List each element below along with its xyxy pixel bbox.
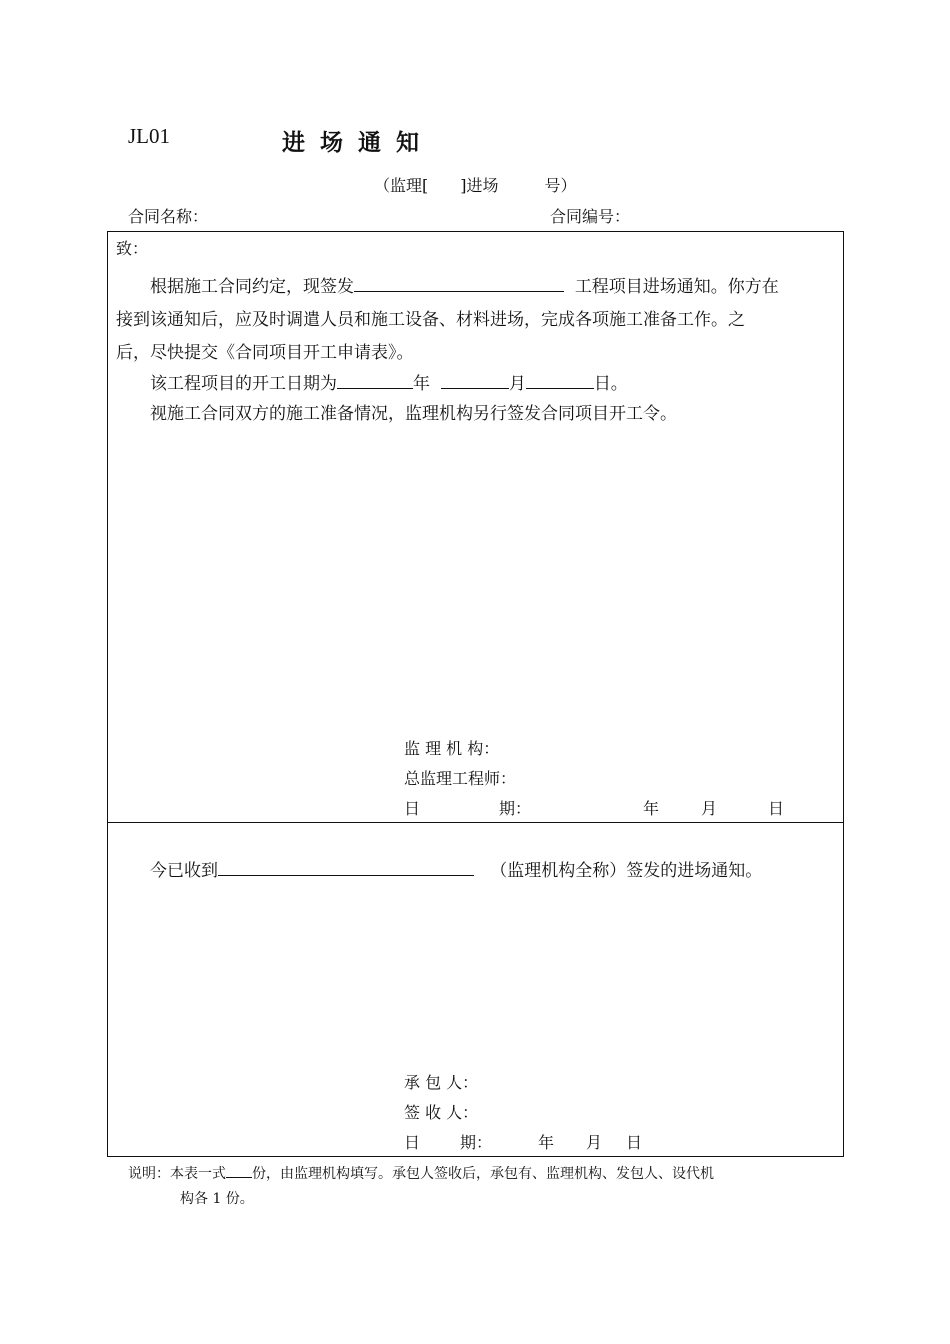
signer-label: 签 收 人： — [404, 1103, 479, 1122]
para1-text-c: 接到该通知后，应及时调遣人员和施工设备、材料进场，完成各项施工准备工作。之 — [116, 310, 745, 330]
note-line-2: 构各 1 份。 — [180, 1191, 254, 1207]
chief-engineer-label: 总监理工程师： — [404, 769, 517, 788]
contract-number-label: 合同编号： — [550, 207, 631, 226]
start-day-blank[interactable] — [526, 372, 594, 389]
sign-day: 日 — [768, 799, 785, 818]
form-number-close: 号） — [544, 176, 577, 195]
receipt-line — [150, 856, 762, 881]
section-divider — [107, 822, 844, 823]
receipt-text-a: 今已收到 — [150, 861, 218, 881]
form-number-mid: ]进场 — [460, 176, 499, 195]
project-name-blank[interactable] — [354, 275, 564, 292]
note-line-1 — [128, 1160, 714, 1188]
supervisor-org-label: 监 理 机 构： — [404, 739, 500, 758]
receipt-date-char2: 期： — [460, 1133, 493, 1152]
para1-text-d: 后，尽快提交《合同项目开工申请表》。 — [116, 343, 414, 363]
form-number-open: （监理[ — [374, 176, 429, 195]
start-year-blank[interactable] — [337, 372, 413, 389]
receipt-day: 日 — [626, 1133, 643, 1152]
contractor-label: 承 包 人： — [404, 1073, 479, 1092]
receipt-month: 月 — [586, 1133, 603, 1152]
to-label: 致： — [116, 239, 149, 258]
para2-day: 日。 — [593, 374, 628, 394]
para3-text: 视施工合同双方的施工准备情况，监理机构另行签发合同项目开工令。 — [150, 404, 677, 424]
contract-name-label: 合同名称： — [128, 207, 209, 226]
para1-text-b: 工程项目进场通知。你方在 — [574, 277, 779, 297]
para2-year: 年 — [413, 374, 430, 394]
supervisor-fullname-blank[interactable] — [218, 859, 474, 876]
form-title: 进场通知 — [282, 130, 434, 156]
note-text-a: 说明：本表一式 — [128, 1166, 226, 1182]
receipt-text-b: （监理机构全称）签发的进场通知。 — [490, 861, 763, 881]
para1-text-a: 根据施工合同约定，现签发 — [150, 277, 354, 297]
sign-date-char1: 日 — [404, 799, 421, 818]
receipt-date-char1: 日 — [404, 1133, 421, 1152]
sign-date-char2: 期： — [499, 799, 532, 818]
receipt-year: 年 — [538, 1133, 555, 1152]
form-number-line — [374, 173, 577, 196]
form-code: JL01 — [128, 124, 170, 148]
sign-month: 月 — [701, 799, 718, 818]
para2-text-a: 该工程项目的开工日期为 — [150, 374, 337, 394]
para2-month: 月 — [508, 374, 526, 394]
sign-year: 年 — [643, 799, 660, 818]
start-month-blank[interactable] — [441, 372, 509, 389]
notice-body — [116, 271, 838, 430]
copies-blank[interactable] — [226, 1163, 252, 1178]
note-text-b: 份，由监理机构填写。承包人签收后，承包有、监理机构、发包人、设代机 — [252, 1166, 714, 1182]
